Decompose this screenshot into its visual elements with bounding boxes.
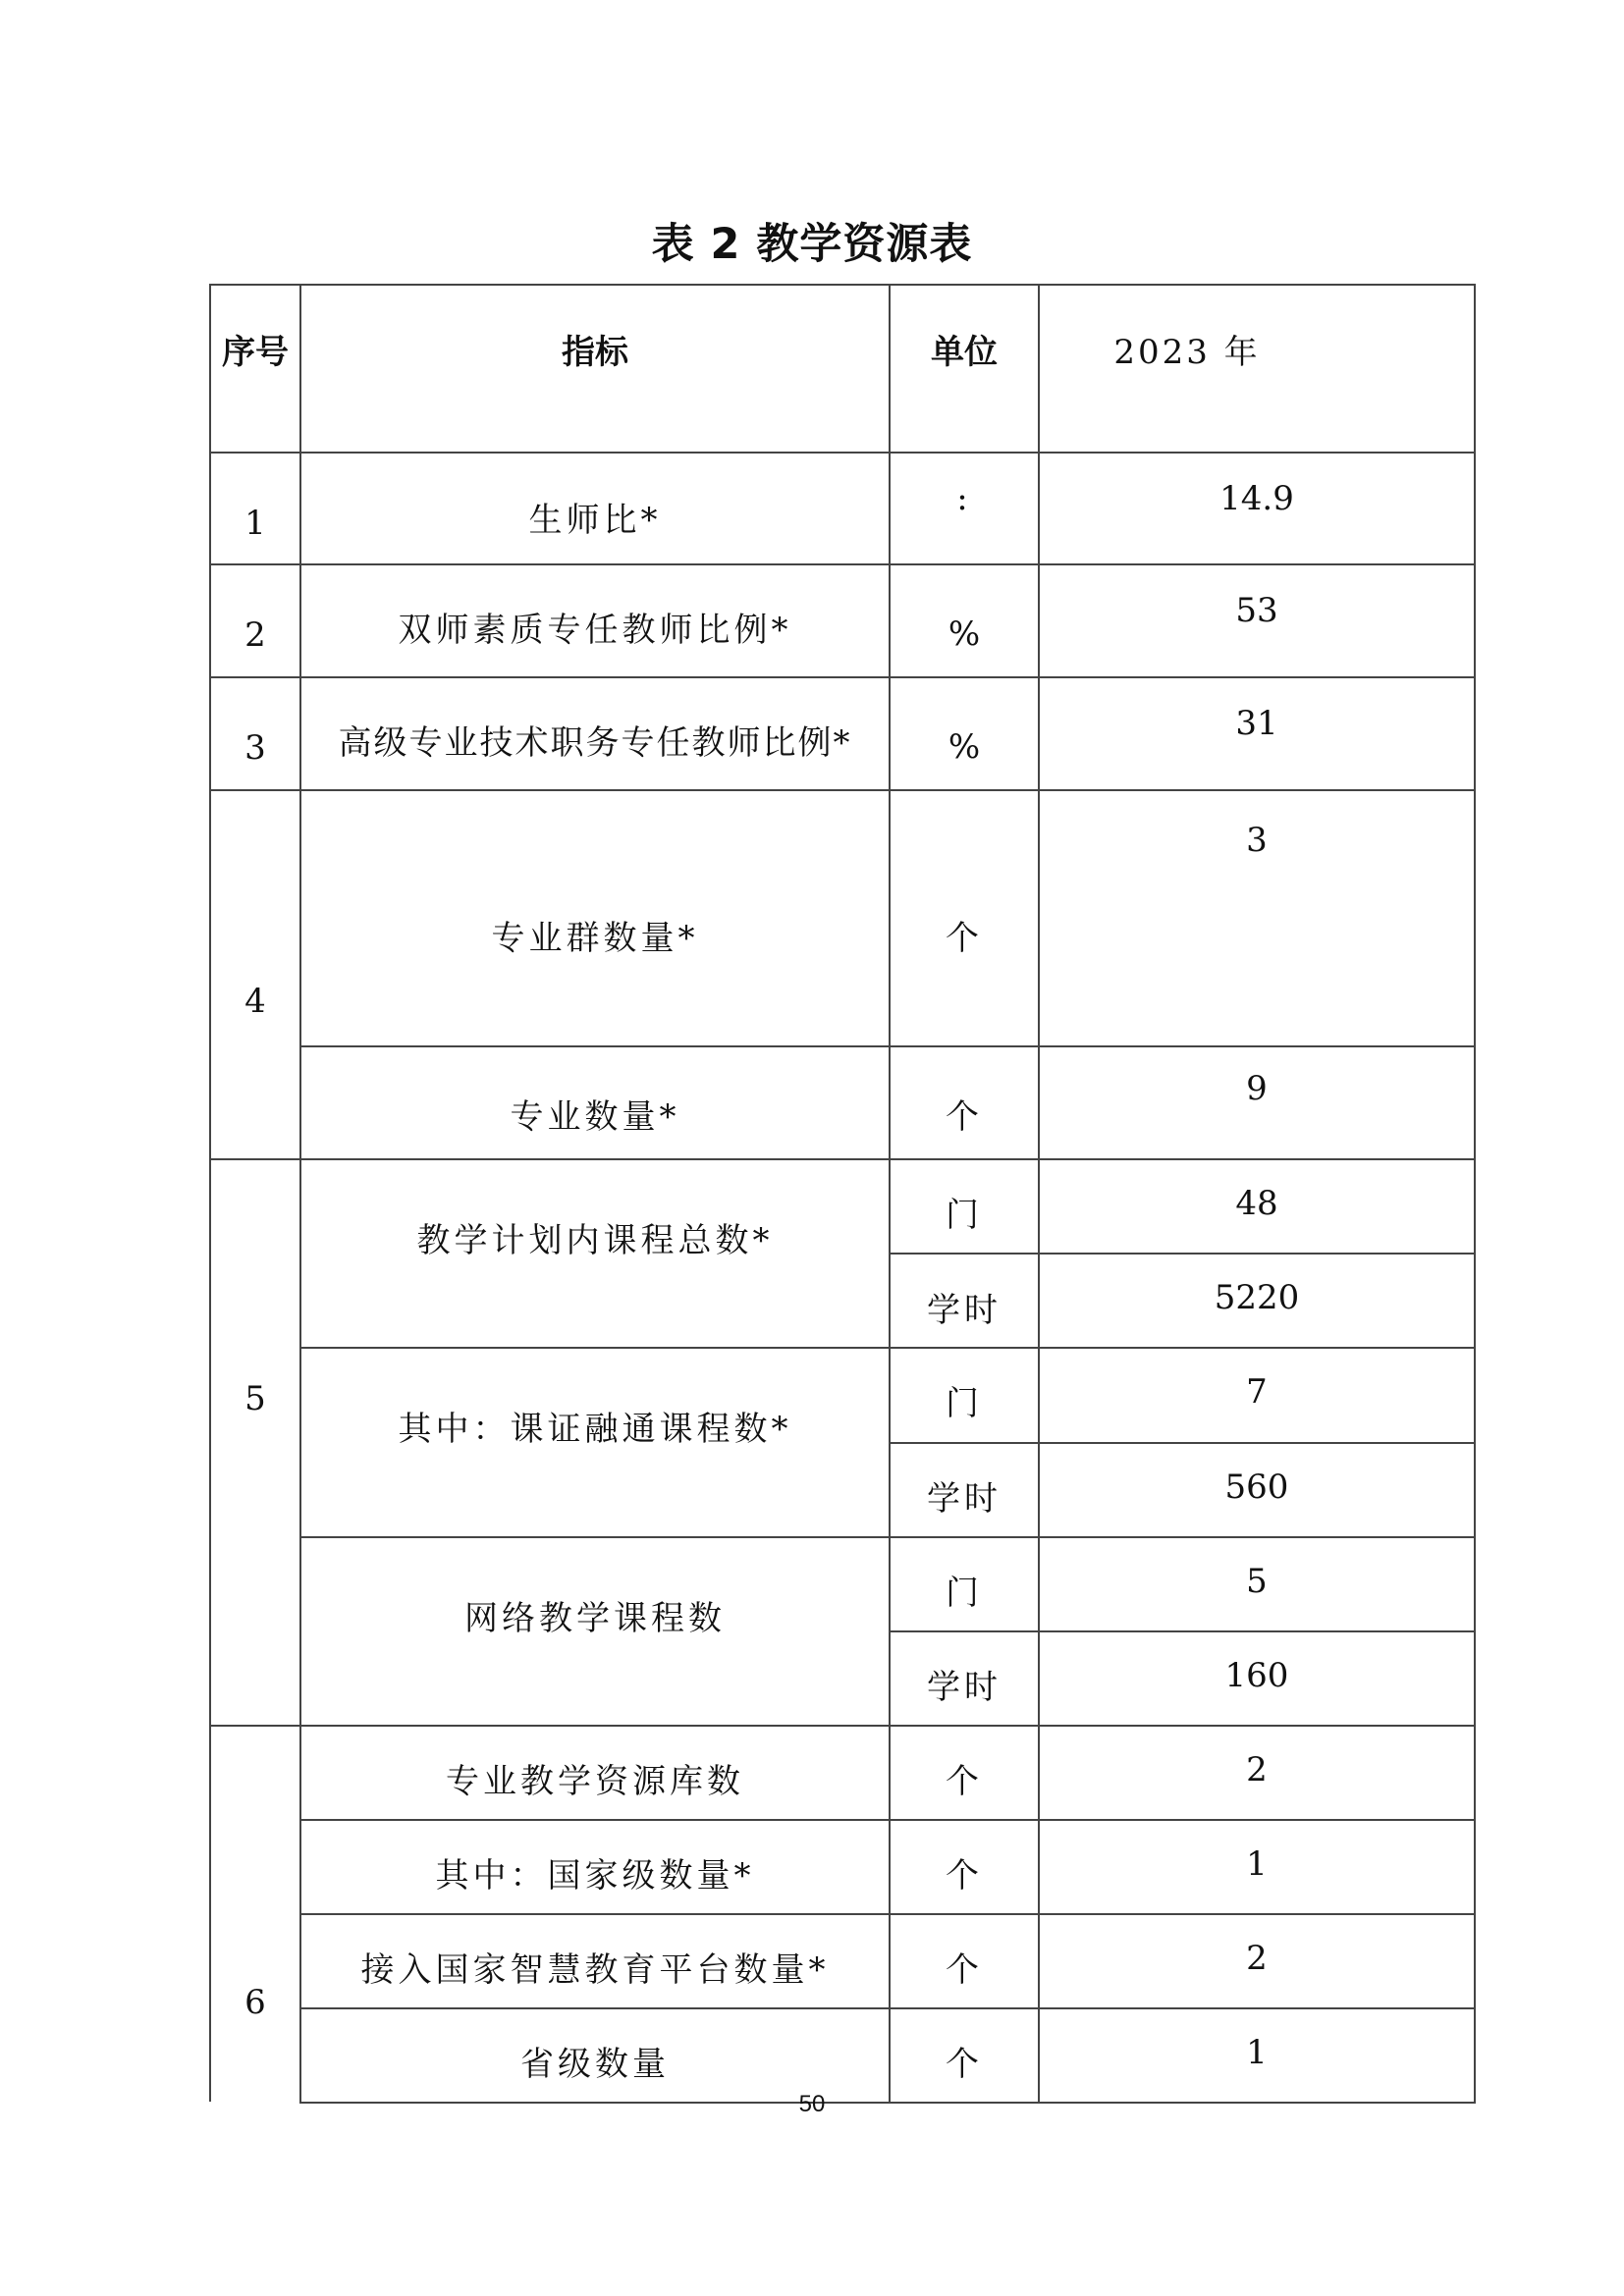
row-value: 5 (1246, 1562, 1268, 1601)
column-divider (299, 284, 301, 2104)
row-indicator: 接入国家智慧教育平台数量* (360, 1949, 830, 1990)
row-unit: 学时 (927, 1478, 1001, 1519)
row-seq: 6 (244, 1983, 266, 2022)
row-divider (209, 789, 1476, 791)
row-value: 7 (1246, 1372, 1268, 1412)
row-indicator: 其中：国家级数量* (435, 1855, 755, 1896)
table-border-top (209, 284, 1476, 286)
row-unit: 门 (946, 1573, 983, 1613)
row-indicator: 专业数量* (510, 1096, 680, 1137)
table-border-right (1474, 284, 1476, 2104)
row-divider (299, 1913, 1476, 1915)
row-value: 5220 (1214, 1278, 1300, 1317)
row-unit: : (956, 479, 972, 518)
row-divider (209, 1725, 1476, 1727)
row-divider (299, 1347, 1476, 1349)
row-divider (299, 2007, 1476, 2009)
row-unit: 个 (946, 1096, 983, 1137)
page-number: 50 (798, 2091, 826, 2117)
row-unit: % (947, 727, 981, 767)
row-value: 9 (1246, 1069, 1268, 1108)
row-divider (299, 1819, 1476, 1821)
row-value: 3 (1246, 821, 1268, 860)
row-unit: 门 (946, 1195, 983, 1235)
header-indicator: 指标 (562, 332, 628, 372)
row-indicator: 双师素质专任教师比例* (398, 610, 792, 650)
row-unit: 学时 (927, 1667, 1001, 1707)
row-seq: 2 (244, 615, 266, 655)
row-seq: 3 (244, 728, 266, 768)
row-divider (889, 1442, 1476, 1444)
row-indicator: 网络教学课程数 (464, 1598, 726, 1638)
row-unit: 个 (946, 1949, 983, 1990)
row-divider (209, 563, 1476, 565)
row-seq: 4 (244, 982, 266, 1021)
header-seq: 序号 (222, 332, 289, 372)
row-unit: 门 (946, 1383, 983, 1423)
row-divider (209, 1158, 1476, 1160)
row-value: 1 (1246, 2033, 1268, 2072)
row-indicator: 教学计划内课程总数* (416, 1220, 774, 1260)
row-value: 1 (1246, 1844, 1268, 1884)
row-indicator: 生师比* (528, 500, 662, 540)
row-unit: % (947, 614, 981, 654)
row-divider (889, 1630, 1476, 1632)
row-unit: 学时 (927, 1290, 1001, 1330)
row-value: 31 (1235, 704, 1278, 743)
row-divider (209, 676, 1476, 678)
row-value: 53 (1235, 591, 1278, 630)
row-value: 560 (1224, 1468, 1289, 1507)
row-unit: 个 (946, 2044, 983, 2084)
row-indicator: 高级专业技术职务专任教师比例* (338, 722, 852, 763)
table-title: 表 2 教学资源表 (651, 220, 973, 269)
row-value: 160 (1224, 1656, 1289, 1695)
row-value: 14.9 (1219, 479, 1294, 518)
row-indicator: 省级数量 (520, 2044, 670, 2084)
row-divider (209, 452, 1476, 454)
row-value: 48 (1235, 1184, 1278, 1223)
row-seq: 5 (244, 1379, 266, 1418)
row-seq: 1 (244, 504, 266, 543)
header-year: 2023 年 (1113, 332, 1261, 372)
row-divider (299, 1045, 1476, 1047)
row-indicator: 专业教学资源库数 (446, 1761, 744, 1801)
row-indicator: 专业群数量* (491, 918, 699, 958)
row-indicator: 其中：课证融通课程数* (398, 1409, 792, 1449)
row-divider (889, 1253, 1476, 1255)
header-unit: 单位 (931, 332, 998, 372)
row-unit: 个 (946, 918, 983, 958)
row-value: 2 (1246, 1939, 1268, 1978)
row-value: 2 (1246, 1750, 1268, 1789)
row-divider (299, 1536, 1476, 1538)
row-unit: 个 (946, 1761, 983, 1801)
row-unit: 个 (946, 1855, 983, 1896)
